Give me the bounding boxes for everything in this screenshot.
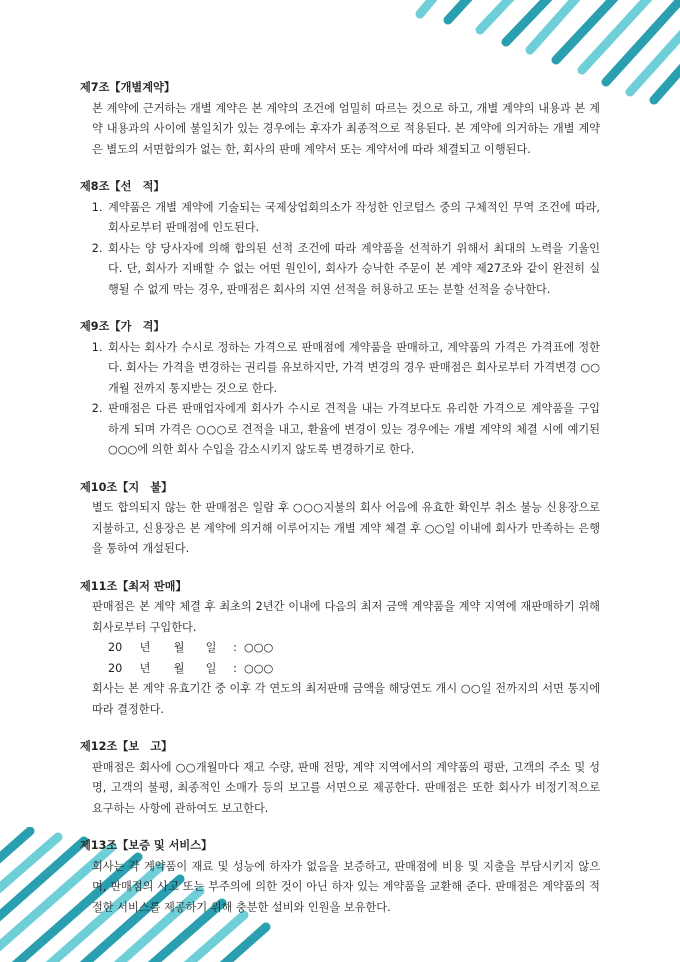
article-title: 제7조【개별계약】 bbox=[80, 81, 176, 94]
article-title: 제9조【가 격】 bbox=[80, 320, 165, 333]
article-paragraph: 판매점은 본 계약 체결 후 최초의 2년간 이내에 다음의 최저 금액 계약품을 계약 지역에 재판매하기 위해 회사로부터 구입한다. bbox=[92, 600, 600, 634]
article-12 bbox=[80, 737, 600, 819]
list-item: 1. 회사는 회사가 수시로 정하는 가격으로 판매점에 계약품을 판매하고, 계약품의 가격은 가격표에 정한다. 회사는 가격을 변경하는 권리를 유보하지만, 가격 변경의 경우 판매점은 회사로부터 가격변경 ○○개월 전까지 통지받는 것으로 한다. bbox=[106, 338, 600, 400]
article-8 bbox=[80, 177, 600, 300]
year-prefix: 20 bbox=[108, 661, 123, 675]
article-7 bbox=[80, 78, 600, 160]
schedule-row bbox=[108, 638, 600, 659]
article-title: 제10조【지 불】 bbox=[80, 480, 173, 494]
article-items bbox=[80, 338, 600, 461]
amount-value: ○○○ bbox=[244, 661, 274, 675]
day-label: 일 bbox=[205, 641, 217, 654]
article-title: 제11조【최저 판매】 bbox=[80, 579, 187, 593]
article-paragraph: 별도 합의되지 않는 한 판매점은 일람 후 ○○○지불의 회사 어음에 유효한 확인부 취소 불능 신용장으로 지불하고, 신용장은 본 계약에 의거해 이루어지는 개별 계약 체결 후 ○○일 이내에 회사가 만족하는 은행을 통하여 개설된다. bbox=[92, 501, 600, 555]
month-label: 월 bbox=[173, 641, 185, 654]
day-label: 일 bbox=[205, 661, 217, 675]
article-title: 제8조【선 적】 bbox=[80, 180, 165, 193]
year-prefix: 20 bbox=[108, 641, 123, 654]
article-paragraph: 회사는 본 계약 유효기간 중 이후 각 연도의 최저판매 금액을 해당연도 개시 ○○일 전까지의 서면 통지에 따라 결정한다. bbox=[92, 682, 600, 716]
article-items bbox=[80, 198, 600, 301]
amount-value: ○○○ bbox=[244, 641, 274, 654]
article-10 bbox=[80, 478, 600, 560]
year-label: 년 bbox=[139, 641, 151, 654]
schedule-row bbox=[108, 659, 600, 680]
separator: : bbox=[233, 641, 237, 654]
article-9 bbox=[80, 317, 600, 461]
article-paragraph: 본 계약에 근거하는 개별 계약은 본 계약의 조건에 엄밀히 따르는 것으로 하고, 개별 계약의 내용과 본 계약 내용과의 사이에 불일치가 있는 경우에는 후자가 최종적으로 적용된다. 본 계약에 의거하는 개별 계약은 별도의 서면합의가 없는 한, 회사의 판매 계약서 또는 계약서에 따라 체결되고 이행된다. bbox=[92, 101, 600, 156]
article-11 bbox=[80, 577, 600, 721]
year-label: 년 bbox=[139, 661, 151, 675]
list-item: 1. 계약품은 개별 계약에 기술되는 국제상업회의소가 작성한 인코텀스 중의 구체적인 무역 조건에 따라, 회사로부터 판매점에 인도된다. bbox=[106, 198, 600, 239]
document-body bbox=[80, 78, 600, 935]
separator: : bbox=[233, 661, 237, 675]
list-item: 2. 회사는 양 당사자에 의해 합의된 선적 조건에 따라 계약품을 선적하기 위해서 최대의 노력을 기울인다. 단, 회사가 지배할 수 없는 어떤 원인이, 회사가 승낙한 주문이 본 계약 제27조와 같이 완전히 실행될 수 없게 막는 경우, 판매점은 회사의 지연 선적을 허용하고 또는 분할 선적을 승낙한다. bbox=[106, 239, 600, 301]
article-title: 제13조【보증 및 서비스】 bbox=[80, 839, 213, 852]
list-item: 2. 판매점은 다른 판매업자에게 회사가 수시로 견적을 내는 가격보다도 유리한 가격으로 계약품을 구입하게 되며 가격은 ○○○로 견적을 내고, 환율에 변경이 있는 경우에는 개별 계약의 체결 시에 예기된 ○○○에 의한 회사 수입을 감소시키지 않도록 변경하기로 한다. bbox=[106, 399, 600, 461]
article-paragraph: 판매점은 회사에 ○○개월마다 재고 수량, 판매 전망, 계약 지역에서의 계약품의 평판, 고객의 주소 및 성명, 고객의 불평, 최종적인 소매가 등의 보고를 서면으로 제공한다. 판매점은 또한 회사가 비정기적으로 요구하는 사항에 관하여도 보고한다. bbox=[92, 760, 600, 815]
article-paragraph: 회사는 각 계약품이 재료 및 성능에 하자가 없음을 보증하고, 판매점에 비용 및 지출을 부담시키지 않으며, 판매점의 사고 또는 부주의에 의한 것이 아닌 하자 있는 계약품을 교환해 준다. 판매점은 계약품의 적절한 서비스를 제공하기 위해 충분한 설비와 인원을 보유한다. bbox=[92, 859, 600, 914]
month-label: 월 bbox=[173, 661, 185, 675]
article-13 bbox=[80, 836, 600, 918]
article-title: 제12조【보 고】 bbox=[80, 740, 173, 753]
